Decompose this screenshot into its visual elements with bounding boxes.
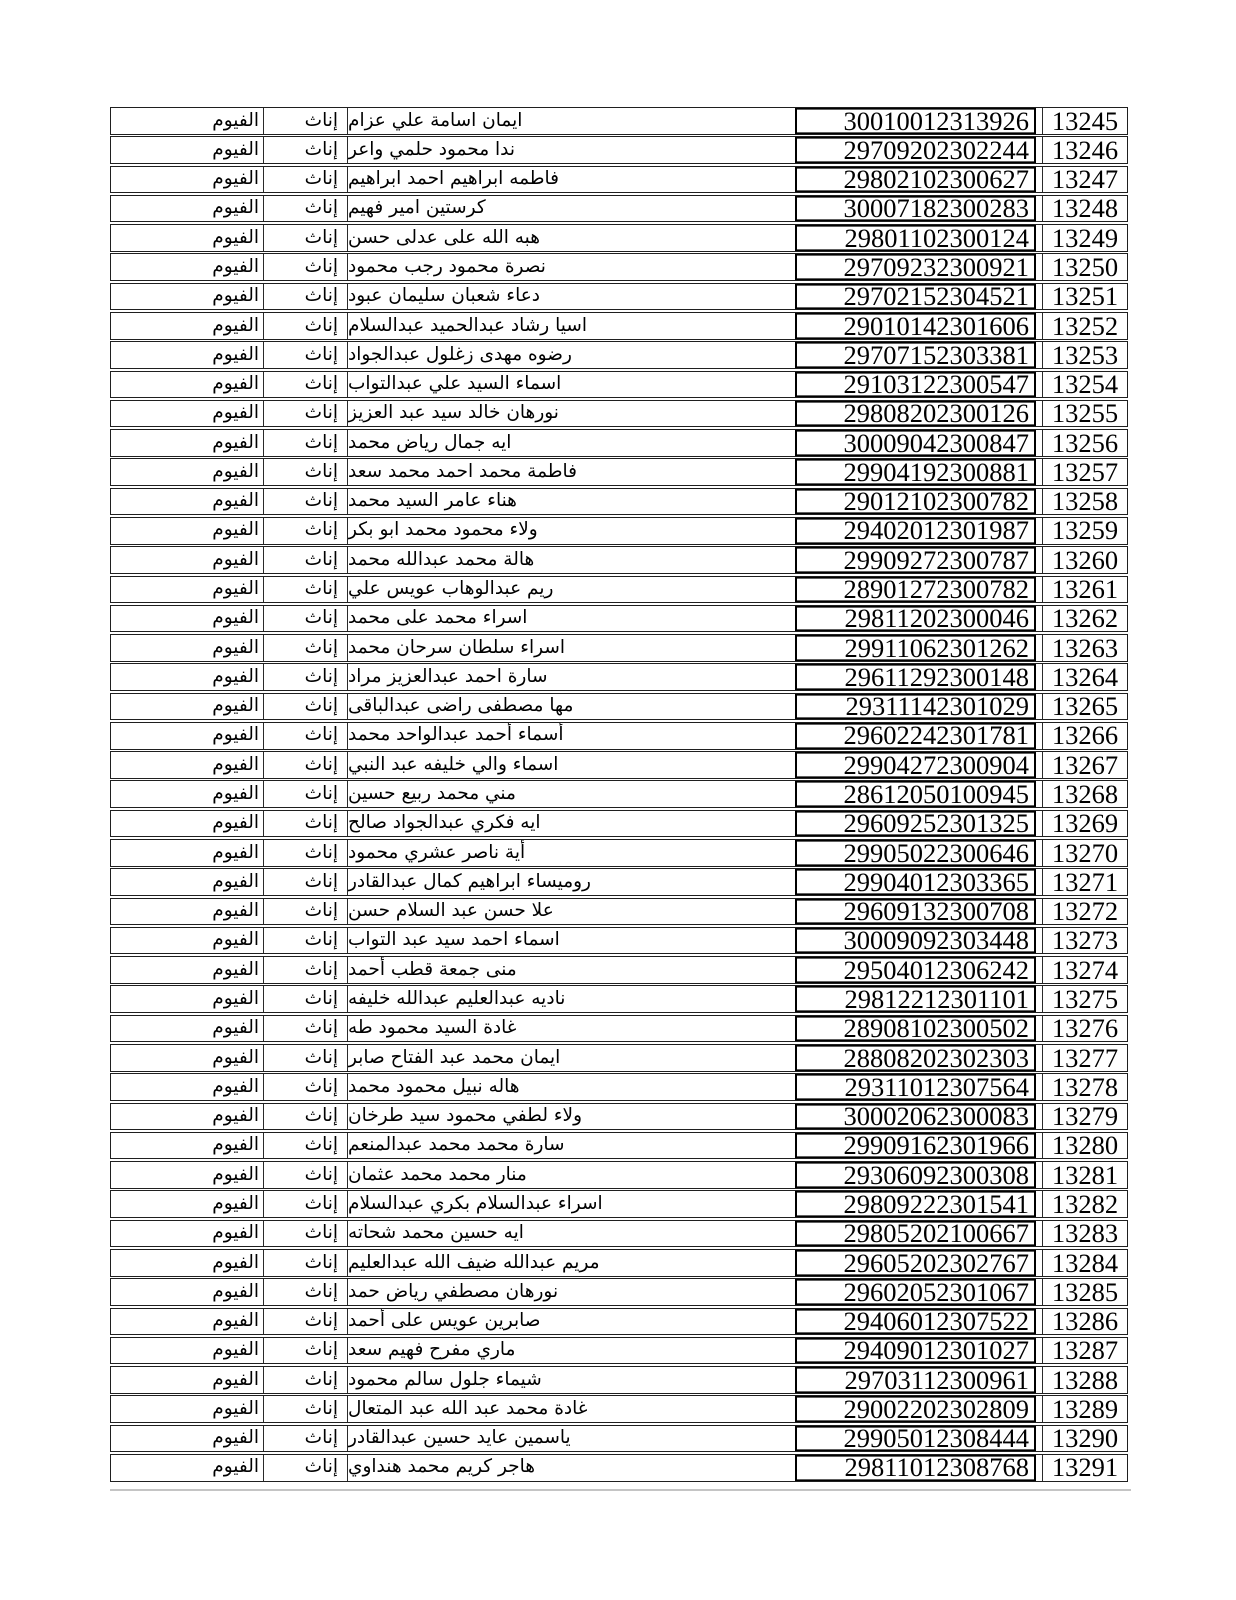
table-body xyxy=(110,107,1128,1482)
table-row xyxy=(110,605,1128,633)
table-row xyxy=(110,166,1128,194)
name-cell: أية ناصر عشري محمود xyxy=(348,841,526,863)
gender-cell: إناث xyxy=(264,869,348,895)
table-row xyxy=(110,1337,1128,1365)
serial-number-cell: 13266 xyxy=(1042,723,1127,749)
governorate-cell: الفيوم xyxy=(111,1396,264,1422)
table-row xyxy=(110,634,1128,662)
national-id-cell: 29406012307522 xyxy=(795,1309,1036,1335)
table-row xyxy=(110,1044,1128,1072)
governorate-cell: الفيوم xyxy=(111,284,264,310)
serial-number-cell: 13278 xyxy=(1042,1074,1127,1100)
serial-number-cell: 13245 xyxy=(1042,108,1127,134)
gender-cell: إناث xyxy=(264,196,348,222)
gender-cell: إناث xyxy=(264,342,348,368)
name-cell: كرستين امير فهيم xyxy=(348,197,486,219)
table-row xyxy=(110,1454,1128,1482)
national-id-cell: 29805202100667 xyxy=(795,1221,1036,1247)
gender-cell: إناث xyxy=(264,723,348,749)
governorate-cell: الفيوم xyxy=(111,254,264,280)
table-row xyxy=(110,1425,1128,1453)
name-cell: نصرة محمود رجب محمود xyxy=(348,255,546,277)
gender-cell: إناث xyxy=(264,606,348,632)
name-cell: منى جمعة قطب أحمد xyxy=(348,958,517,980)
national-id-cell: 29311012307564 xyxy=(795,1074,1036,1100)
gender-cell: إناث xyxy=(264,694,348,720)
governorate-cell: الفيوم xyxy=(111,313,264,339)
national-id-cell: 29002202302809 xyxy=(795,1396,1036,1422)
gender-cell: إناث xyxy=(264,1338,348,1364)
national-id-cell: 29904192300881 xyxy=(795,459,1036,485)
governorate-cell: الفيوم xyxy=(111,137,264,163)
table-row xyxy=(110,400,1128,428)
governorate-cell: الفيوم xyxy=(111,1191,264,1217)
gender-cell: إناث xyxy=(264,1279,348,1305)
governorate-cell: الفيوم xyxy=(111,1455,264,1481)
governorate-cell: الفيوم xyxy=(111,1338,264,1364)
governorate-cell: الفيوم xyxy=(111,196,264,222)
name-cell: اسراء سلطان سرحان محمد xyxy=(348,636,565,658)
national-id-cell: 29709202302244 xyxy=(795,137,1036,163)
gender-cell: إناث xyxy=(264,752,348,778)
national-id-cell: 29611292300148 xyxy=(795,664,1036,690)
serial-number-cell: 13289 xyxy=(1042,1396,1127,1422)
governorate-cell: الفيوم xyxy=(111,108,264,134)
governorate-cell: الفيوم xyxy=(111,723,264,749)
table-row xyxy=(110,1366,1128,1394)
name-cell: ايمان اسامة علي عزام xyxy=(348,109,523,131)
gender-cell: إناث xyxy=(264,254,348,280)
governorate-cell: الفيوم xyxy=(111,869,264,895)
gender-cell: إناث xyxy=(264,137,348,163)
national-id-cell: 29103122300547 xyxy=(795,372,1036,398)
table-row xyxy=(110,898,1128,926)
roster-table xyxy=(110,107,1128,1483)
serial-number-cell: 13257 xyxy=(1042,459,1127,485)
governorate-cell: الفيوم xyxy=(111,489,264,515)
governorate-cell: الفيوم xyxy=(111,606,264,632)
table-row xyxy=(110,1395,1128,1423)
table-row xyxy=(110,956,1128,984)
national-id-cell: 30002062300083 xyxy=(795,1104,1036,1130)
serial-number-cell: 13276 xyxy=(1042,1016,1127,1042)
governorate-cell: الفيوم xyxy=(111,1221,264,1247)
gender-cell: إناث xyxy=(264,1396,348,1422)
serial-number-cell: 13267 xyxy=(1042,752,1127,778)
serial-number-cell: 13271 xyxy=(1042,869,1127,895)
serial-number-cell: 13274 xyxy=(1042,957,1127,983)
serial-number-cell: 13250 xyxy=(1042,254,1127,280)
table-row xyxy=(110,312,1128,340)
gender-cell: إناث xyxy=(264,284,348,310)
governorate-cell: الفيوم xyxy=(111,811,264,837)
table-row xyxy=(110,1278,1128,1306)
name-cell: مني محمد ربيع حسين xyxy=(348,783,516,805)
governorate-cell: الفيوم xyxy=(111,518,264,544)
name-cell: اسراء عبدالسلام بكري عبدالسلام xyxy=(348,1192,603,1214)
gender-cell: إناث xyxy=(264,1426,348,1452)
table-row xyxy=(110,458,1128,486)
name-cell: هناء عامر السيد محمد xyxy=(348,490,517,512)
governorate-cell: الفيوم xyxy=(111,1162,264,1188)
gender-cell: إناث xyxy=(264,372,348,398)
name-cell: اسماء والي خليفه عبد النبي xyxy=(348,753,559,775)
serial-number-cell: 13269 xyxy=(1042,811,1127,837)
serial-number-cell: 13259 xyxy=(1042,518,1127,544)
gender-cell: إناث xyxy=(264,1250,348,1276)
serial-number-cell: 13251 xyxy=(1042,284,1127,310)
name-cell: ايه فكري عبدالجواد صالح xyxy=(348,812,541,834)
name-cell: رضوه مهدى زغلول عبدالجواد xyxy=(348,343,572,365)
gender-cell: إناث xyxy=(264,986,348,1012)
governorate-cell: الفيوم xyxy=(111,957,264,983)
table-row xyxy=(110,1190,1128,1218)
name-cell: فاطمه ابراهيم احمد ابراهيم xyxy=(348,168,560,190)
table-row xyxy=(110,693,1128,721)
gender-cell: إناث xyxy=(264,1074,348,1100)
national-id-cell: 29808202300126 xyxy=(795,401,1036,427)
name-cell: ريم عبدالوهاب عويس علي xyxy=(348,578,554,600)
name-cell: أسماء أحمد عبدالواحد محمد xyxy=(348,724,564,746)
serial-number-cell: 13282 xyxy=(1042,1191,1127,1217)
table-row xyxy=(110,517,1128,545)
national-id-cell: 28808202302303 xyxy=(795,1045,1036,1071)
table-row xyxy=(110,195,1128,223)
table-row xyxy=(110,429,1128,457)
serial-number-cell: 13277 xyxy=(1042,1045,1127,1071)
national-id-cell: 29812212301101 xyxy=(795,986,1036,1012)
governorate-cell: الفيوم xyxy=(111,1367,264,1393)
serial-number-cell: 13258 xyxy=(1042,489,1127,515)
name-cell: ايه حسين محمد شحاته xyxy=(348,1222,524,1244)
name-cell: غادة محمد عبد الله عبد المتعال xyxy=(348,1397,588,1419)
serial-number-cell: 13290 xyxy=(1042,1426,1127,1452)
table-row xyxy=(110,722,1128,750)
governorate-cell: الفيوم xyxy=(111,694,264,720)
governorate-cell: الفيوم xyxy=(111,781,264,807)
gender-cell: إناث xyxy=(264,1104,348,1130)
governorate-cell: الفيوم xyxy=(111,225,264,251)
governorate-cell: الفيوم xyxy=(111,840,264,866)
serial-number-cell: 13247 xyxy=(1042,167,1127,193)
table-row xyxy=(110,868,1128,896)
governorate-cell: الفيوم xyxy=(111,635,264,661)
name-cell: هالة محمد عبدالله محمد xyxy=(348,548,535,570)
table-row xyxy=(110,1015,1128,1043)
gender-cell: إناث xyxy=(264,1309,348,1335)
gender-cell: إناث xyxy=(264,781,348,807)
name-cell: سارة محمد محمد عبدالمنعم xyxy=(348,1134,565,1156)
national-id-cell: 29703112300961 xyxy=(795,1367,1036,1393)
table-row xyxy=(110,780,1128,808)
serial-number-cell: 13263 xyxy=(1042,635,1127,661)
name-cell: فاطمة محمد احمد محمد سعد xyxy=(348,460,577,482)
gender-cell: إناث xyxy=(264,1455,348,1481)
serial-number-cell: 13252 xyxy=(1042,313,1127,339)
national-id-cell: 29609252301325 xyxy=(795,811,1036,837)
gender-cell: إناث xyxy=(264,1045,348,1071)
national-id-cell: 29904012303365 xyxy=(795,869,1036,895)
serial-number-cell: 13248 xyxy=(1042,196,1127,222)
serial-number-cell: 13260 xyxy=(1042,547,1127,573)
national-id-cell: 28908102300502 xyxy=(795,1016,1036,1042)
governorate-cell: الفيوم xyxy=(111,1426,264,1452)
table-row xyxy=(110,1249,1128,1277)
name-cell: هاجر كريم محمد هنداوي xyxy=(348,1456,536,1478)
governorate-cell: الفيوم xyxy=(111,577,264,603)
national-id-cell: 29905012308444 xyxy=(795,1426,1036,1452)
gender-cell: إناث xyxy=(264,167,348,193)
serial-number-cell: 13284 xyxy=(1042,1250,1127,1276)
serial-number-cell: 13279 xyxy=(1042,1104,1127,1130)
governorate-cell: الفيوم xyxy=(111,1133,264,1159)
name-cell: اسماء احمد سيد عبد التواب xyxy=(348,929,560,951)
national-id-cell: 30007182300283 xyxy=(795,196,1036,222)
table-row xyxy=(110,1220,1128,1248)
governorate-cell: الفيوم xyxy=(111,752,264,778)
gender-cell: إناث xyxy=(264,635,348,661)
name-cell: هبه الله على عدلى حسن xyxy=(348,226,541,248)
governorate-cell: الفيوم xyxy=(111,459,264,485)
table-row xyxy=(110,1132,1128,1160)
name-cell: هاله نبيل محمود محمد xyxy=(348,1075,520,1097)
table-row xyxy=(110,576,1128,604)
table-row xyxy=(110,488,1128,516)
table-row xyxy=(110,341,1128,369)
serial-number-cell: 13262 xyxy=(1042,606,1127,632)
serial-number-cell: 13246 xyxy=(1042,137,1127,163)
serial-number-cell: 13270 xyxy=(1042,840,1127,866)
table-row xyxy=(110,546,1128,574)
table-row xyxy=(110,985,1128,1013)
national-id-cell: 29809222301541 xyxy=(795,1191,1036,1217)
gender-cell: إناث xyxy=(264,547,348,573)
gender-cell: إناث xyxy=(264,840,348,866)
table-row xyxy=(110,1073,1128,1101)
gender-cell: إناث xyxy=(264,430,348,456)
governorate-cell: الفيوم xyxy=(111,1279,264,1305)
name-cell: اسراء محمد على محمد xyxy=(348,607,528,629)
national-id-cell: 30009092303448 xyxy=(795,928,1036,954)
scan-shadow-line xyxy=(110,1489,1131,1491)
serial-number-cell: 13288 xyxy=(1042,1367,1127,1393)
governorate-cell: الفيوم xyxy=(111,1104,264,1130)
name-cell: اسماء السيد علي عبدالتواب xyxy=(348,373,562,395)
serial-number-cell: 13261 xyxy=(1042,577,1127,603)
serial-number-cell: 13256 xyxy=(1042,430,1127,456)
national-id-cell: 28612050100945 xyxy=(795,781,1036,807)
gender-cell: إناث xyxy=(264,401,348,427)
serial-number-cell: 13281 xyxy=(1042,1162,1127,1188)
name-cell: غادة السيد محمود طه xyxy=(348,1017,517,1039)
serial-number-cell: 13272 xyxy=(1042,899,1127,925)
name-cell: ايمان محمد عبد الفتاح صابر xyxy=(348,1046,561,1068)
national-id-cell: 29801102300124 xyxy=(795,225,1036,251)
national-id-cell: 29605202302767 xyxy=(795,1250,1036,1276)
national-id-cell: 29802102300627 xyxy=(795,167,1036,193)
national-id-cell: 29904272300904 xyxy=(795,752,1036,778)
table-row xyxy=(110,810,1128,838)
gender-cell: إناث xyxy=(264,1367,348,1393)
table-row xyxy=(110,1308,1128,1336)
gender-cell: إناث xyxy=(264,1191,348,1217)
national-id-cell: 29709232300921 xyxy=(795,254,1036,280)
national-id-cell: 29911062301262 xyxy=(795,635,1036,661)
table-row xyxy=(110,283,1128,311)
name-cell: علا حسن عبد السلام حسن xyxy=(348,900,554,922)
national-id-cell: 29602242301781 xyxy=(795,723,1036,749)
governorate-cell: الفيوم xyxy=(111,547,264,573)
serial-number-cell: 13273 xyxy=(1042,928,1127,954)
name-cell: ياسمين عايد حسين عبدالقادر xyxy=(348,1427,571,1449)
serial-number-cell: 13283 xyxy=(1042,1221,1127,1247)
gender-cell: إناث xyxy=(264,1133,348,1159)
serial-number-cell: 13255 xyxy=(1042,401,1127,427)
name-cell: نورهان مصطفي رياض حمد xyxy=(348,1280,559,1302)
name-cell: شيماء جلول سالم محمود xyxy=(348,1368,542,1390)
national-id-cell: 29702152304521 xyxy=(795,284,1036,310)
name-cell: صابرين عويس على أحمد xyxy=(348,1310,541,1332)
governorate-cell: الفيوم xyxy=(111,1309,264,1335)
governorate-cell: الفيوم xyxy=(111,1016,264,1042)
national-id-cell: 29811202300046 xyxy=(795,606,1036,632)
governorate-cell: الفيوم xyxy=(111,986,264,1012)
gender-cell: إناث xyxy=(264,108,348,134)
table-row xyxy=(110,371,1128,399)
governorate-cell: الفيوم xyxy=(111,1045,264,1071)
name-cell: مريم عبدالله ضيف الله عبدالعليم xyxy=(348,1251,600,1273)
national-id-cell: 29311142301029 xyxy=(795,694,1036,720)
table-row xyxy=(110,136,1128,164)
serial-number-cell: 13249 xyxy=(1042,225,1127,251)
governorate-cell: الفيوم xyxy=(111,372,264,398)
serial-number-cell: 13254 xyxy=(1042,372,1127,398)
name-cell: ولاء محمود محمد ابو بكر xyxy=(348,519,538,541)
name-cell: روميساء ابراهيم كمال عبدالقادر xyxy=(348,870,591,892)
serial-number-cell: 13280 xyxy=(1042,1133,1127,1159)
governorate-cell: الفيوم xyxy=(111,1250,264,1276)
gender-cell: إناث xyxy=(264,313,348,339)
serial-number-cell: 13275 xyxy=(1042,986,1127,1012)
table-row xyxy=(110,107,1128,135)
name-cell: سارة احمد عبدالعزيز مراد xyxy=(348,665,548,687)
national-id-cell: 29609132300708 xyxy=(795,899,1036,925)
name-cell: ندا محمود حلمي واعر xyxy=(348,138,515,160)
national-id-cell: 29409012301027 xyxy=(795,1338,1036,1364)
table-row xyxy=(110,253,1128,281)
national-id-cell: 29504012306242 xyxy=(795,957,1036,983)
serial-number-cell: 13285 xyxy=(1042,1279,1127,1305)
governorate-cell: الفيوم xyxy=(111,928,264,954)
gender-cell: إناث xyxy=(264,518,348,544)
gender-cell: إناث xyxy=(264,1162,348,1188)
national-id-cell: 29909272300787 xyxy=(795,547,1036,573)
governorate-cell: الفيوم xyxy=(111,401,264,427)
table-row xyxy=(110,1103,1128,1131)
gender-cell: إناث xyxy=(264,811,348,837)
national-id-cell: 29909162301966 xyxy=(795,1133,1036,1159)
national-id-cell: 29905022300646 xyxy=(795,840,1036,866)
national-id-cell: 28901272300782 xyxy=(795,577,1036,603)
gender-cell: إناث xyxy=(264,1016,348,1042)
governorate-cell: الفيوم xyxy=(111,430,264,456)
gender-cell: إناث xyxy=(264,577,348,603)
table-row xyxy=(110,839,1128,867)
national-id-cell: 30010012313926 xyxy=(795,108,1036,134)
national-id-cell: 29306092300308 xyxy=(795,1162,1036,1188)
gender-cell: إناث xyxy=(264,459,348,485)
serial-number-cell: 13291 xyxy=(1042,1455,1127,1481)
gender-cell: إناث xyxy=(264,957,348,983)
serial-number-cell: 13268 xyxy=(1042,781,1127,807)
gender-cell: إناث xyxy=(264,928,348,954)
national-id-cell: 30009042300847 xyxy=(795,430,1036,456)
national-id-cell: 29012102300782 xyxy=(795,489,1036,515)
name-cell: مها مصطفى راضى عبدالباقى xyxy=(348,695,574,717)
national-id-cell: 29402012301987 xyxy=(795,518,1036,544)
table-row xyxy=(110,1161,1128,1189)
name-cell: دعاء شعبان سليمان عبود xyxy=(348,285,541,307)
table-row xyxy=(110,224,1128,252)
name-cell: منار محمد محمد عثمان xyxy=(348,1163,527,1185)
gender-cell: إناث xyxy=(264,899,348,925)
name-cell: ولاء لطفي محمود سيد طرخان xyxy=(348,1105,583,1127)
gender-cell: إناث xyxy=(264,225,348,251)
table-row xyxy=(110,751,1128,779)
governorate-cell: الفيوم xyxy=(111,342,264,368)
name-cell: ناديه عبدالعليم عبدالله خليفه xyxy=(348,987,566,1009)
governorate-cell: الفيوم xyxy=(111,167,264,193)
gender-cell: إناث xyxy=(264,1221,348,1247)
table-row xyxy=(110,663,1128,691)
name-cell: اسيا رشاد عبدالحميد عبدالسلام xyxy=(348,314,587,336)
national-id-cell: 29010142301606 xyxy=(795,313,1036,339)
governorate-cell: الفيوم xyxy=(111,664,264,690)
serial-number-cell: 13287 xyxy=(1042,1338,1127,1364)
national-id-cell: 29811012308768 xyxy=(795,1455,1036,1481)
serial-number-cell: 13286 xyxy=(1042,1309,1127,1335)
table-row xyxy=(110,927,1128,955)
name-cell: نورهان خالد سيد عبد العزيز xyxy=(348,402,559,424)
name-cell: ايه جمال رياض محمد xyxy=(348,431,512,453)
name-cell: ماري مفرح فهيم سعد xyxy=(348,1339,516,1361)
gender-cell: إناث xyxy=(264,489,348,515)
serial-number-cell: 13265 xyxy=(1042,694,1127,720)
serial-number-cell: 13253 xyxy=(1042,342,1127,368)
national-id-cell: 29602052301067 xyxy=(795,1279,1036,1305)
governorate-cell: الفيوم xyxy=(111,899,264,925)
governorate-cell: الفيوم xyxy=(111,1074,264,1100)
gender-cell: إناث xyxy=(264,664,348,690)
national-id-cell: 29707152303381 xyxy=(795,342,1036,368)
serial-number-cell: 13264 xyxy=(1042,664,1127,690)
